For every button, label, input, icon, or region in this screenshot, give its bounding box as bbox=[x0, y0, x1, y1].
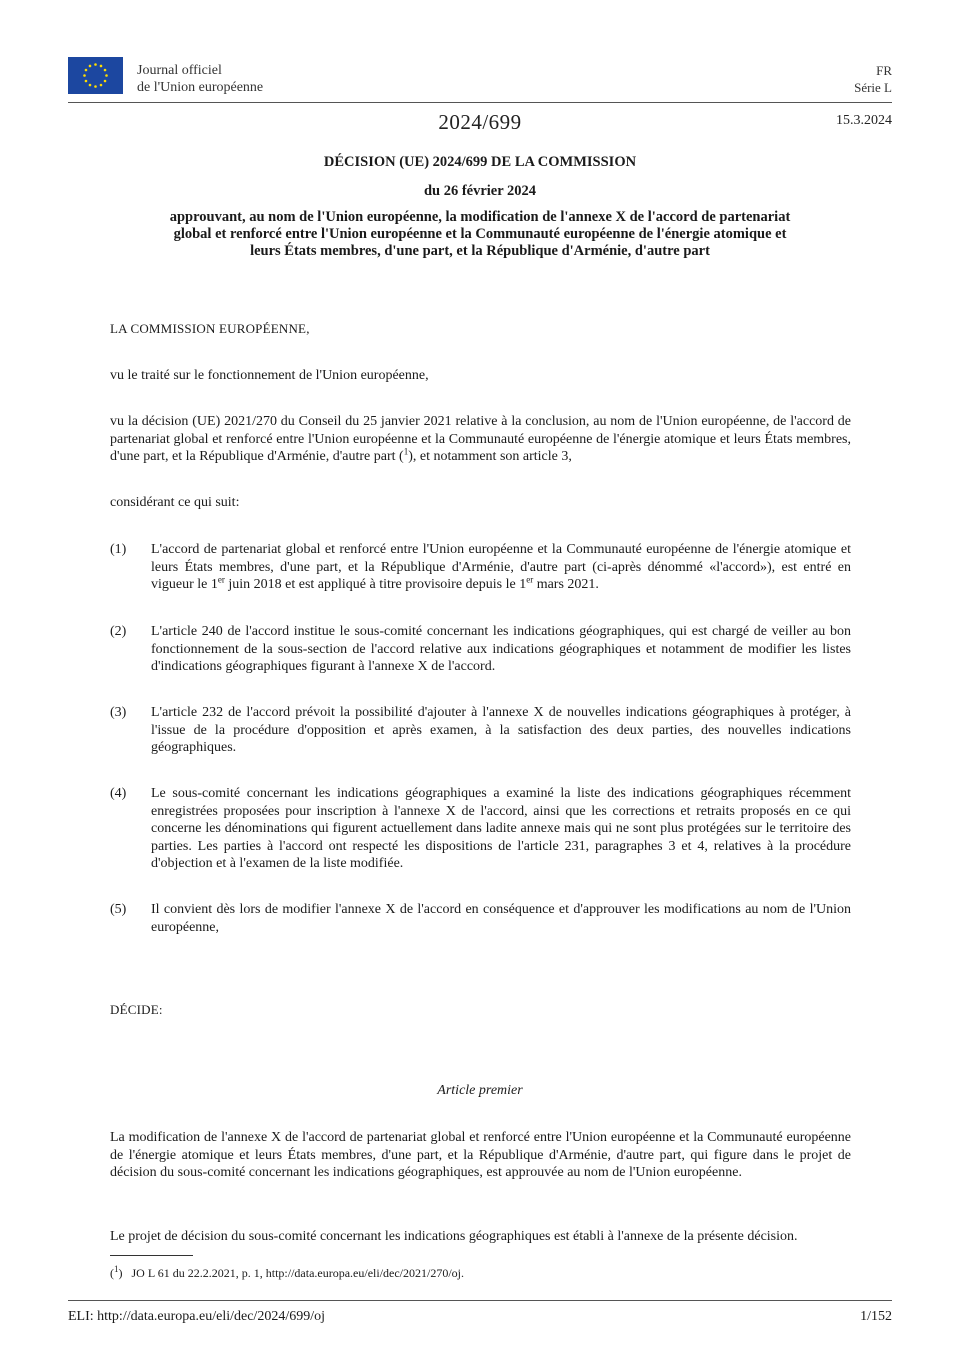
eu-stars-icon bbox=[68, 57, 123, 94]
series-label: Série L bbox=[854, 80, 892, 95]
eu-star bbox=[104, 69, 107, 72]
footnote: ($^1$) JO L 61 du 22.2.2021, p. 1, http://data.europa.eu/eli/dec/2021/270/oj. bbox=[110, 1264, 465, 1280]
footnote-link[interactable]: http://data.europa.eu/eli/dec/2021/270/oj bbox=[265, 1266, 462, 1280]
document-number: 2024/699 bbox=[438, 110, 522, 134]
eu-star bbox=[85, 80, 88, 83]
page-number: 1/152 bbox=[860, 1309, 892, 1324]
recital-text: Le sous-comité concernant les indications géographiques a examiné la liste des indications géographiques récemment enregistrées proposées pour inscription à l'annexe X de l'accord, ainsi que les corrections et retraits proposés en ce qui concerne les dénominations qui figurent actuellement dans ladite annexe mais qui ne sont plus protégées sur le territoire des parties. Les parties à l'accord ont respecté les dispositions de l'article 231, paragraphes 3 et 4, relatives à la procédure d'objection et à l'examen de la liste modifiée. bbox=[151, 786, 851, 871]
recital-number: (5) bbox=[110, 902, 127, 917]
footnote-ref[interactable]: 1 bbox=[403, 446, 409, 457]
subject-line-3: leurs États membres, d'une part, et la République d'Arménie, d'autre part bbox=[250, 243, 710, 259]
footnote-rule bbox=[110, 1255, 193, 1256]
decision-subject bbox=[100, 209, 860, 260]
journal-line-1: Journal officiel bbox=[137, 63, 222, 78]
eu-star bbox=[104, 80, 107, 83]
eu-star bbox=[105, 74, 108, 77]
considering-heading: considérant ce qui suit: bbox=[110, 495, 240, 510]
recital-number: (4) bbox=[110, 786, 127, 801]
eu-star bbox=[94, 85, 97, 88]
header-rule bbox=[68, 102, 892, 103]
decision-title: DÉCISION (UE) 2024/699 DE LA COMMISSION bbox=[323, 154, 637, 170]
eu-star bbox=[83, 74, 86, 77]
eu-flag-logo bbox=[68, 57, 123, 94]
decision-citation: vu la décision (UE) 2021/270 du Conseil du 25 janvier 2021 relative à la conclusion, au nom de l'Union européenne, de l'accord de partenariat global et renforcé entre l'Union européenne et la Communauté européenne de l'énergie atomique et leurs États membres, d'une part, et la République d'Arménie, d'autre part ($^1$), et notamment son article 3, bbox=[110, 414, 851, 464]
journal-line-2: de l'Union européenne bbox=[137, 80, 264, 95]
eu-star bbox=[89, 65, 92, 68]
article-title: Article premier bbox=[437, 1083, 523, 1098]
journal-title bbox=[137, 62, 263, 96]
eu-star bbox=[100, 65, 103, 68]
recital-number: (1) bbox=[110, 542, 127, 557]
decision-date: du 26 février 2024 bbox=[423, 183, 537, 199]
recital-text: Il convient dès lors de modifier l'annexe X de l'accord en conséquence et d'approuver les modifications au nom de l'Union européenne, bbox=[151, 902, 851, 935]
recital-text: L'article 232 de l'accord prévoit la possibilité d'ajouter à l'annexe X de nouvelles indications géographiques à protéger, à l'issue de la procédure d'opposition et après examen, à la satisfaction des deux parties, des nouvelles indications géographiques. bbox=[151, 705, 851, 755]
article-paragraph-1: La modification de l'annexe X de l'accord de partenariat global et renforcé entre l'Union européenne et la Communauté européenne de l'énergie atomique et leurs États membres, d'une part, et la République d'Arménie, d'autre part, qui figure dans le projet de décision du sous-comité concernant les indications géographiques, est approuvée au nom de l'Union européenne. bbox=[110, 1130, 851, 1180]
recital-number: (2) bbox=[110, 624, 127, 639]
recital-text: L'accord de partenariat global et renforcé entre l'Union européenne et la Communauté européenne de l'énergie atomique et leurs États membres, d'une part, et la République d'Arménie, d'autre part (ci-après dénommé «l'accord»), est entré en vigueur le 1er juin 2018 et est appliqué à titre provisoire depuis le 1er mars 2021. bbox=[151, 542, 851, 592]
publication-date: 15.3.2024 bbox=[836, 113, 892, 128]
decides-heading: DÉCIDE: bbox=[110, 1002, 163, 1017]
subject-line-2: global et renforcé entre l'Union européenne et la Communauté européenne de l'énergie atomique et bbox=[173, 226, 787, 242]
language-code: FR bbox=[876, 63, 892, 78]
language-series bbox=[854, 62, 892, 96]
eu-star bbox=[89, 84, 92, 87]
footer-rule bbox=[68, 1300, 892, 1301]
subject-line-1: approuvant, au nom de l'Union européenne, la modification de l'annexe X de l'accord de partenariat bbox=[169, 209, 791, 225]
footnote-mark: 1 bbox=[114, 1264, 119, 1274]
footnote-text: JO L 61 du 22.2.2021, p. 1, bbox=[131, 1266, 266, 1280]
recital-text: L'article 240 de l'accord institue le sous-comité concernant les indications géographiques, qui est chargé de veiller au bon fonctionnement de la sous-section de l'accord relative aux indications géographiques et notamment de modifier les listes d'indications géographiques figurant à l'annexe X de l'accord. bbox=[151, 624, 851, 674]
eu-star bbox=[94, 63, 97, 66]
eli-link[interactable]: ELI: http://data.europa.eu/eli/dec/2024/699/oj bbox=[68, 1309, 325, 1324]
eu-star bbox=[100, 84, 103, 87]
treaty-citation: vu le traité sur le fonctionnement de l'Union européenne, bbox=[110, 368, 429, 383]
article-paragraph-2: Le projet de décision du sous-comité concernant les indications géographiques est établi à l'annexe de la présente décision. bbox=[110, 1229, 798, 1244]
commission-heading: LA COMMISSION EUROPÉENNE, bbox=[110, 321, 310, 336]
eu-star bbox=[85, 69, 88, 72]
recital-number: (3) bbox=[110, 705, 127, 720]
